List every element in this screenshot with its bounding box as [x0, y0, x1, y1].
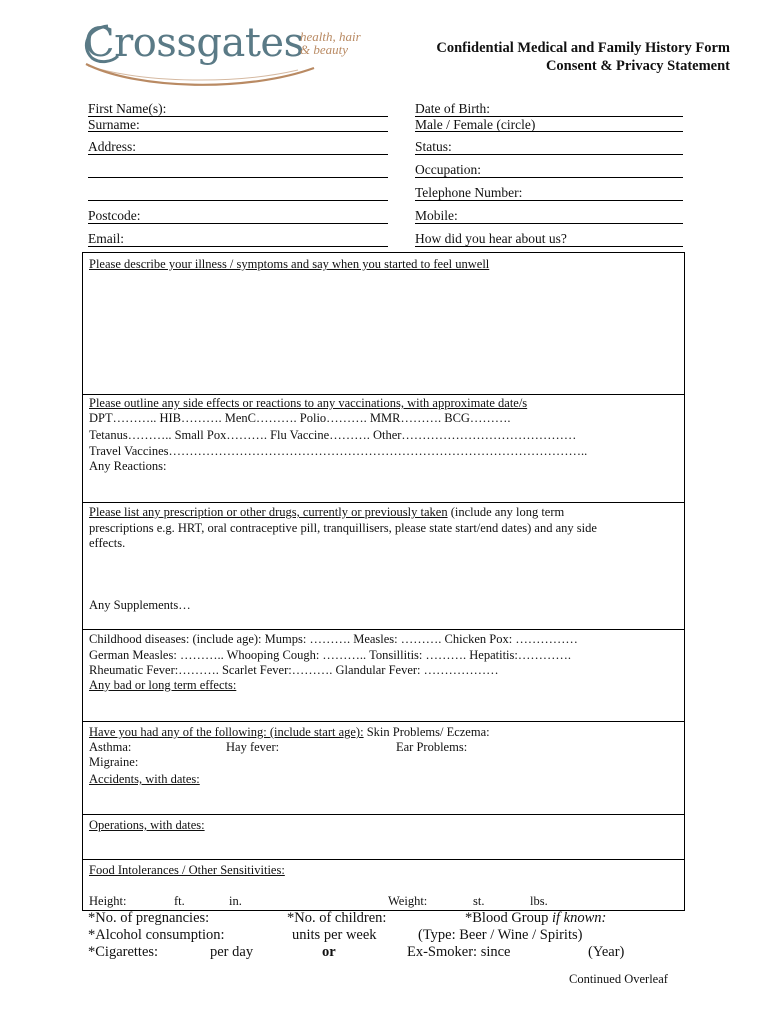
drugs-prompt-line-3: effects. — [89, 536, 126, 550]
accidents-label: Accidents, with dates: — [89, 772, 200, 786]
vaccinations-prompt: Please outline any side effects or reactions to any vaccinations, with approximate date/s — [89, 396, 528, 410]
migraine-label: Migraine: — [89, 755, 139, 769]
alcohol-units-label: units per week — [292, 927, 377, 943]
divider-childhood — [82, 721, 685, 722]
divider-vaccinations — [82, 502, 685, 503]
logo-tagline-1: health, hair — [300, 29, 361, 44]
blood-group-if-known: if known: — [552, 910, 607, 926]
mobile-label: Mobile: — [415, 208, 458, 223]
or-label: or — [322, 944, 336, 960]
surname-line[interactable] — [88, 131, 388, 132]
hay-fever-label: Hay fever: — [226, 740, 280, 754]
crossgates-logo — [78, 18, 368, 88]
blood-group-text: *Blood Group — [465, 910, 549, 926]
divider-illness — [82, 394, 685, 395]
form-subtitle: Consent & Privacy Statement — [545, 58, 730, 74]
address-label: Address: — [88, 139, 136, 154]
divider-drugs — [82, 629, 685, 630]
address-line-1[interactable] — [88, 154, 388, 155]
surname-label: Surname: — [88, 117, 140, 132]
asthma-label: Asthma: — [89, 740, 132, 754]
illness-prompt: Please describe your illness / symptoms and say when you started to feel unwell — [89, 257, 490, 271]
childhood-line-1[interactable]: Childhood diseases: (include age): Mumps: ………. Measles: ………. Chicken Pox: …………… — [89, 632, 578, 646]
sex-label: Male / Female (circle) — [415, 117, 536, 132]
status-line[interactable] — [415, 154, 683, 155]
childhood-line-2[interactable]: German Measles: ……….. Whooping Cough: ……….. Tonsillitis: ………. Hepatitis:…………. — [89, 648, 571, 662]
height-ft-label: ft. — [174, 894, 185, 908]
occupation-label: Occupation: — [415, 162, 481, 177]
cigarettes-label: *Cigarettes: — [88, 944, 159, 960]
height-label: Height: — [89, 894, 127, 908]
drugs-prompt — [89, 505, 564, 520]
hear-about-label: How did you hear about us? — [415, 231, 567, 246]
childhood-line-3[interactable]: Rheumatic Fever:………. Scarlet Fever:………. Glandular Fever: ……………… — [89, 663, 499, 677]
telephone-line[interactable] — [415, 200, 683, 201]
children-label: *No. of children: — [287, 910, 387, 926]
email-line[interactable] — [88, 246, 388, 247]
illness-answer-area[interactable] — [84, 274, 684, 394]
address-line-3[interactable] — [88, 200, 388, 201]
mobile-line[interactable] — [415, 223, 683, 224]
address-line-2[interactable] — [88, 177, 388, 178]
vaccinations-line-1[interactable]: DPT……….. HIB………. MenC………. Polio………. MMR………. BCG………. — [89, 411, 511, 425]
operations-label: Operations, with dates: — [89, 818, 205, 832]
conditions-prompt — [89, 725, 490, 740]
food-intolerances-label: Food Intolerances / Other Sensitivities: — [89, 863, 285, 877]
vaccinations-line-2[interactable]: Tetanus……….. Small Pox………. Flu Vaccine………. Other…………………………………… — [89, 428, 577, 442]
telephone-label: Telephone Number: — [415, 185, 523, 200]
conditions-prompt-rest: Skin Problems/ Eczema: — [363, 725, 490, 739]
dob-label: Date of Birth: — [415, 101, 490, 116]
postcode-line[interactable] — [88, 223, 388, 224]
weight-lbs-label: lbs. — [530, 894, 548, 908]
drugs-prompt-line-2: prescriptions e.g. HRT, oral contraceptive pill, tranquillisers, please state start/end dates) and any side — [89, 521, 597, 535]
form-title: Confidential Medical and Family History Form — [436, 40, 730, 56]
drugs-prompt-rest: (include any long term — [447, 505, 565, 519]
weight-st-label: st. — [473, 894, 485, 908]
drugs-prompt-underlined: Please list any prescription or other drugs, currently or previously taken — [89, 505, 448, 519]
height-in-label: in. — [229, 894, 242, 908]
childhood-effects-label: Any bad or long term effects: — [89, 678, 237, 692]
vaccinations-reactions-label: Any Reactions: — [89, 459, 167, 473]
supplements-label: Any Supplements… — [89, 598, 191, 612]
blood-group-label — [465, 909, 606, 927]
postcode-label: Postcode: — [88, 208, 141, 223]
vaccinations-line-3[interactable]: Travel Vaccines……………………………………………………………………………………….. — [89, 444, 588, 458]
sex-line[interactable] — [415, 131, 683, 132]
occupation-line[interactable] — [415, 177, 683, 178]
email-label: Email: — [88, 231, 124, 246]
pregnancies-label: *No. of pregnancies: — [88, 910, 210, 926]
conditions-prompt-underlined: Have you had any of the following: (include start age): — [89, 725, 364, 739]
ex-smoker-label: Ex-Smoker: since — [407, 944, 511, 960]
ex-smoker-year-label: (Year) — [588, 944, 625, 960]
divider-accidents — [82, 814, 685, 815]
weight-label: Weight: — [388, 894, 428, 908]
logo-tagline-2: & beauty — [300, 42, 349, 57]
alcohol-type-options[interactable]: (Type: Beer / Wine / Spirits) — [418, 927, 583, 943]
hear-about-line[interactable] — [415, 246, 683, 247]
continued-overleaf: Continued Overleaf — [569, 972, 668, 986]
logo-wordmark: Crossgates — [84, 20, 304, 66]
divider-operations — [82, 859, 685, 860]
first-names-label: First Name(s): — [88, 101, 167, 116]
alcohol-label: *Alcohol consumption: — [88, 927, 225, 943]
status-label: Status: — [415, 139, 452, 154]
cigarettes-per-day-label: per day — [210, 944, 254, 960]
ear-problems-label: Ear Problems: — [396, 740, 468, 754]
